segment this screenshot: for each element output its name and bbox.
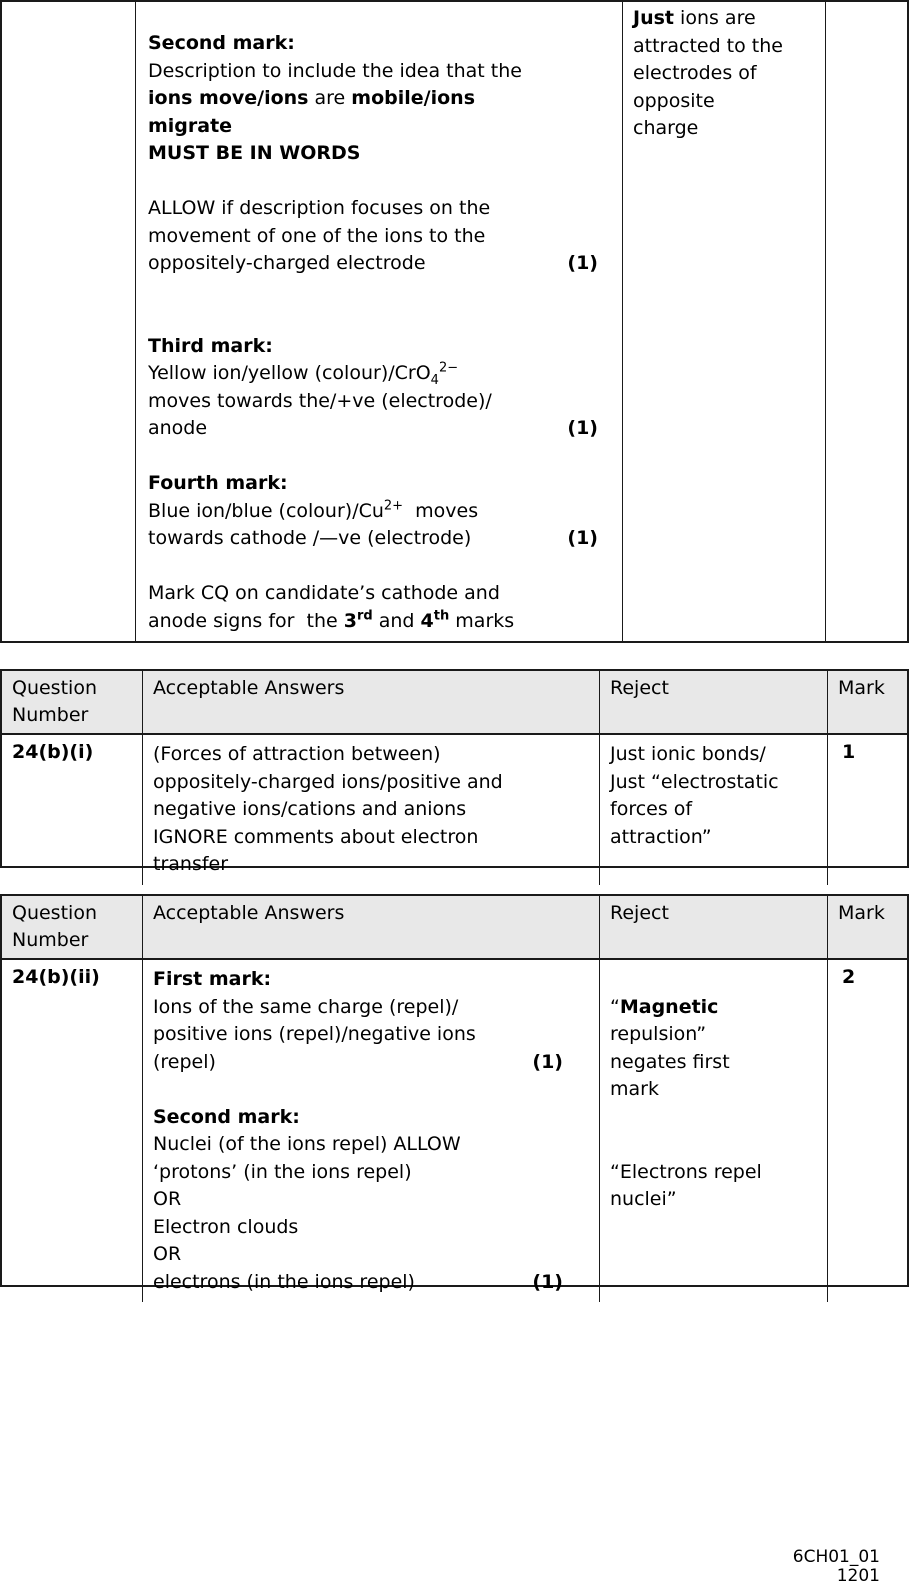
blank-line xyxy=(610,966,817,994)
text-line: First mark: xyxy=(153,968,272,990)
blank-line xyxy=(148,443,612,471)
header-mark: Mark xyxy=(827,671,907,733)
session-code: 1201 xyxy=(836,1566,880,1586)
text-line: electrodes of xyxy=(633,62,757,84)
acceptable-answers-cell xyxy=(142,960,599,1302)
header-acceptable-answers: Acceptable Answers xyxy=(142,896,599,958)
markscheme-table-continuation xyxy=(0,0,909,643)
text-line: ALLOW if description focuses on the xyxy=(148,197,491,219)
reject-cell xyxy=(599,960,827,1302)
text-line: towards cathode /—ve (electrode) (1) xyxy=(148,525,612,553)
text-line: transfer xyxy=(153,853,229,875)
mark-point-value: (1) xyxy=(567,527,598,549)
text-line: (repel) (1) xyxy=(153,1049,589,1077)
mark-point-value: (1) xyxy=(567,252,598,274)
text-line: movement of one of the ions to the xyxy=(148,224,486,247)
text-line: charge xyxy=(633,117,699,139)
text-line: (Forces of attraction between) xyxy=(153,743,441,765)
table-header-row xyxy=(2,671,907,735)
text-line: Just ions are xyxy=(633,7,756,29)
text-line: Fourth mark: xyxy=(148,472,288,494)
text-line: Just ionic bonds/ xyxy=(610,743,766,765)
text-line: nuclei” xyxy=(610,1188,677,1210)
paper-code: 6CH01_01 xyxy=(792,1547,880,1567)
text-line: Third mark: xyxy=(148,334,273,357)
blank-line xyxy=(148,553,612,581)
question-number-cell xyxy=(2,2,135,641)
text-line: migrate xyxy=(148,114,233,137)
blank-line xyxy=(148,168,612,196)
mark-point-value: (1) xyxy=(567,417,598,439)
text-line: OR xyxy=(153,1188,182,1210)
text-line: IGNORE comments about electron xyxy=(153,825,479,848)
header-reject: Reject xyxy=(599,671,827,733)
question-number-cell: 24(b)(i) xyxy=(12,741,94,763)
text-line: Yellow ion/yellow (colour)/CrO$_4^{2-}$ xyxy=(148,360,459,388)
blank-line xyxy=(148,305,612,333)
text-line: opposite xyxy=(633,89,715,112)
acceptable-answers-cell xyxy=(142,735,599,885)
text-line: negates first xyxy=(610,1050,730,1073)
markscheme-table-24bi xyxy=(0,669,909,875)
text-line: oppositely-charged ions/positive and xyxy=(153,770,503,793)
text-line: ions move/ions are mobile/ions xyxy=(148,87,476,109)
text-line: Nuclei (of the ions repel) ALLOW xyxy=(153,1133,461,1155)
mark-cell xyxy=(825,2,907,641)
header-mark: Mark xyxy=(827,896,907,958)
table-row xyxy=(2,2,907,641)
text-line: moves towards the/+ve (electrode)/ xyxy=(148,389,492,412)
acceptable-answers-cell xyxy=(135,2,622,641)
text-line: Second mark: xyxy=(148,32,295,54)
text-line: anode (1) xyxy=(148,415,612,443)
text-line: Blue ion/blue $(colour)/Cu^{2+}$ moves xyxy=(148,498,479,522)
text-line: electrons (in the ions repel) (1) xyxy=(153,1269,589,1297)
page-footer xyxy=(793,1548,880,1586)
reject-cell xyxy=(622,2,825,641)
text-line: oppositely-charged electrode (1) xyxy=(148,250,612,278)
blank-line xyxy=(610,1104,817,1132)
text-line: MUST BE IN WORDS xyxy=(148,142,361,164)
text-line: Ions of the same charge (repel)/ xyxy=(153,995,459,1018)
reject-cell xyxy=(599,735,827,885)
mark-cell: 1 xyxy=(827,735,907,885)
text-line: OR xyxy=(153,1243,182,1265)
blank-line xyxy=(610,1131,817,1159)
text-line: anode signs for the 3rd and 4th marks xyxy=(148,608,515,632)
text-line: repulsion” xyxy=(610,1023,707,1045)
text-line: attraction” xyxy=(610,825,712,848)
blank-line xyxy=(153,1076,589,1104)
text-line: “Electrons repel xyxy=(610,1160,762,1183)
markscheme-table-24bii xyxy=(0,894,909,1293)
text-line: Mark CQ on candidate’s cathode and xyxy=(148,582,500,604)
header-reject: Reject xyxy=(599,896,827,958)
mark-point-value: (1) xyxy=(532,1050,563,1073)
table-row xyxy=(2,735,907,885)
mark-cell: 2 xyxy=(827,960,907,1302)
header-question-number: Question Number xyxy=(12,902,97,951)
header-question-number: Question Number xyxy=(12,677,97,726)
text-line: Electron clouds xyxy=(153,1215,299,1238)
question-number-cell: 24(b)(ii) xyxy=(12,966,100,988)
text-line: “Magnetic xyxy=(610,995,719,1018)
mark-point-value: (1) xyxy=(532,1270,563,1293)
header-acceptable-answers: Acceptable Answers xyxy=(142,671,599,733)
text-line: ‘protons’ (in the ions repel) xyxy=(153,1160,412,1183)
text-line: attracted to the xyxy=(633,34,783,57)
text-line: forces of xyxy=(610,798,693,820)
table-header-row xyxy=(2,896,907,960)
text-line: Second mark: xyxy=(153,1105,300,1128)
text-line: mark xyxy=(610,1078,659,1100)
text-line: positive ions (repel)/negative ions xyxy=(153,1023,476,1045)
text-line: negative ions/cations and anions xyxy=(153,798,467,820)
table-row xyxy=(2,960,907,1302)
blank-line xyxy=(148,278,612,306)
text-line: Description to include the idea that the xyxy=(148,59,522,82)
text-line: Just “electrostatic xyxy=(610,770,779,793)
